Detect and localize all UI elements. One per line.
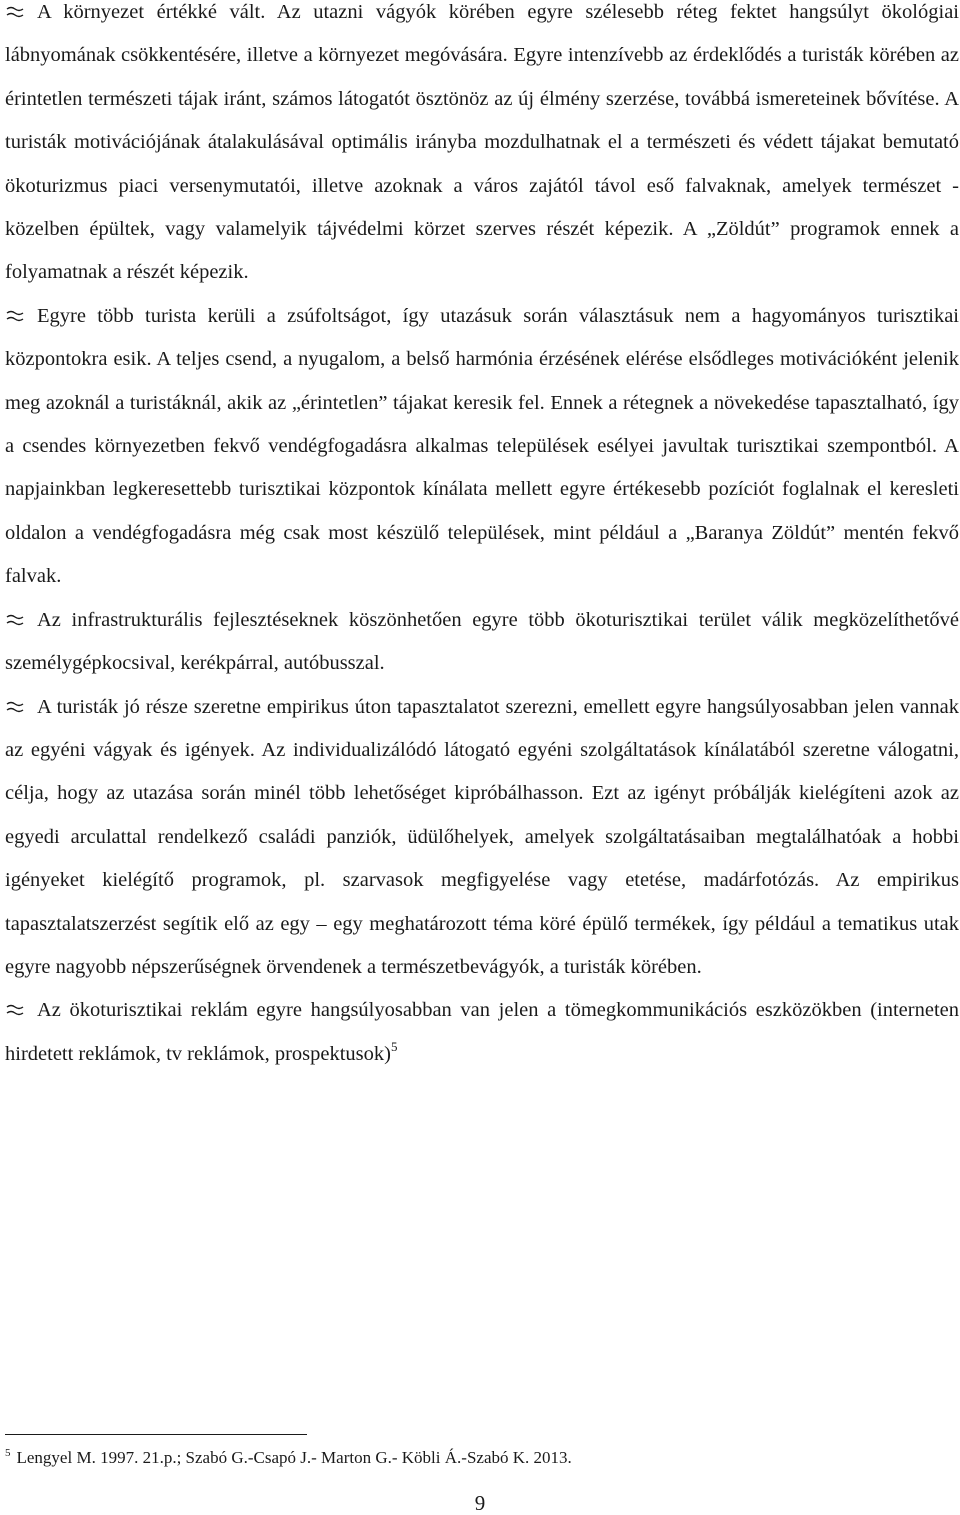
wavy-bullet-icon [5, 686, 27, 729]
bullet-paragraph-1 [5, 0, 959, 295]
paragraph-text: Az infrastrukturális fejlesztéseknek köszönhetően egyre több ökoturisztikai terület válik megközelíthetővé személygépkocsival, kerékpárral, autóbusszal. [5, 608, 959, 675]
footnote-divider [5, 1434, 307, 1435]
document-page [5, 0, 959, 1076]
wavy-bullet-icon [5, 989, 27, 1032]
paragraph-text: A környezet értékké vált. Az utazni vágyók körében egyre szélesebb réteg fektet hangsúlyt ökológiai lábnyomának csökkentésére, illetve a környezet megóvására. Egyre intenzívebb az érdeklődés a turisták körében az érintetlen természeti tájak iránt, számos látogatót ösztönöz az új élmény szerzése, továbbá ismereteinek bővítése. A turisták motivációjának átalakulásával optimális irányba mozdulhatnak el a természeti és védett tájakat bemutató ökoturizmus piaci versenymutatói, illetve azoknak a város zajától távol eső falvaknak, amelyek természet - közelben épültek, vagy valamelyik tájvédelmi körzet szerves részét képezik. A „Zöldút” programok ennek a folyamatnak a részét képezik. [5, 1, 959, 284]
footnote-number: 5 [5, 1447, 11, 1459]
footnote [5, 1446, 572, 1470]
page-number: 9 [474, 1491, 486, 1515]
bullet-paragraph-4 [5, 686, 959, 990]
wavy-bullet-icon [5, 599, 27, 642]
paragraph-text: Az ökoturisztikai reklám egyre hangsúlyosabban van jelen a tömegkommunikációs eszközökben (interneten hirdetett reklámok, tv reklámok, prospektusok) [5, 999, 959, 1065]
footnote-text: Lengyel M. 1997. 21.p.; Szabó G.-Csapó J.- Marton G.- Köbli Á.-Szabó K. 2013. [16, 1448, 572, 1467]
paragraph-text: A turisták jó része szeretne empirikus úton tapasztalatot szerezni, emellett egyre hangsúlyosabban jelen vannak az egyéni vágyak és igények. Az individualizálódó látogató egyéni szolgáltatások kínálatából szeretne válogatni, célja, hogy az utazása során minél több lehetőséget kipróbálhasson. Ezt az igényt próbálják kielégíteni azok az egyedi arculattal rendelkező családi panziók, üdülőhelyek, amelyek szolgáltatásaiban megtalálhatóak a hobbi igényeket kielégítő programok, pl. szarvasok megfigyelése vagy etetése, madárfotózás. Az empirikus tapasztalatszerzést segítik elő az egy – egy meghatározott téma köré épülő termékek, így például a tematikus utak egyre nagyobb népszerűségnek örvendenek a természetbevágyók, a turisták körében. [5, 695, 959, 978]
bullet-paragraph-2 [5, 295, 959, 599]
wavy-bullet-icon [5, 295, 27, 338]
wavy-bullet-icon [5, 0, 27, 34]
bullet-paragraph-3 [5, 599, 959, 686]
footnote-reference[interactable]: 5 [391, 1038, 398, 1054]
paragraph-text: Egyre több turista kerüli a zsúfoltságot, így utazásuk során választásuk nem a hagyományos turisztikai központokra esik. A teljes csend, a nyugalom, a belső harmónia érzésének elérése elsődleges motivációként jelenik meg azoknál a turistáknál, akik az „érintetlen” tájakat keresik fel. Ennek a rétegnek a növekedése tapasztalható, így a csendes környezetben fekvő vendégfogadásra alkalmas települések esélyei javultak turisztikai szempontból. A napjainkban legkeresettebb turisztikai központok kínálata mellett egyre értékesebb pozíciót foglalnak el keresleti oldalon a vendégfogadásra még csak most készülő települések, mint például a „Baranya Zöldút” mentén fekvő falvak. [5, 304, 959, 588]
bullet-paragraph-5 [5, 989, 959, 1076]
